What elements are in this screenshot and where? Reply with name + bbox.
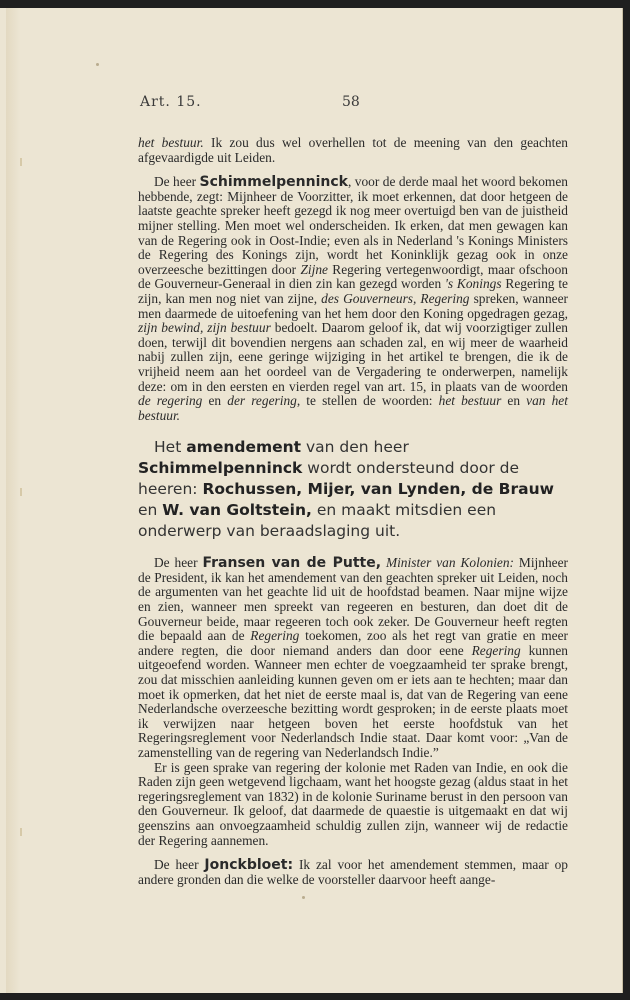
amendment-notice — [138, 437, 568, 542]
paragraph-schimmelpenninck — [138, 175, 568, 423]
text-run: , voor de derde maal het woord bekomen hebbende, zegt: Mijnheer de Voorzitter, ik moet erkennen, dat door hetgeen de laatste geachte spreker heeft gezegd ik nog meer overtuigd ben van de juistheid mijner stelling. Men moet wel onderscheiden. Ik erken, dat men gewagen kan van de Regering ook in Oost-Indie; even als in Nederland 's Konings Ministers de Regering des Konings zijn, wordt het Koninklijk gezag ook in onze overzeesche bezittingen door — [138, 174, 568, 277]
bold-text: W. van Goltstein, — [162, 501, 312, 520]
text-run: spreken, wanneer men daarmede de uitoefening van het hem door den Koning opgedragen gezag, — [138, 290, 568, 321]
paragraph — [138, 136, 568, 165]
text-run: , te stellen de woorden: — [296, 393, 439, 409]
text-run: toekomen, zoo als het regt van gratie en meer andere regten, die door niemand anders dan door eene — [138, 628, 569, 658]
paper-speck — [96, 63, 99, 66]
text-run: van den heer — [301, 438, 409, 457]
italic-text: Zijne — [300, 261, 328, 277]
text-run: De heer — [154, 174, 200, 190]
text-run: Ik zou dus wel overhellen tot de meening van den geachten afgevaardigde uit Leiden. — [138, 135, 568, 165]
gutter-mark — [20, 158, 22, 166]
book-page — [0, 8, 623, 993]
speaker-name: Schimmelpenninck — [199, 174, 348, 191]
text-run: Er is geen sprake van regering der kolonie met Raden van Indie, en ook die Raden zijn geen wetgevend ligchaam, want het hoogste gezag (aldus staat in het regeringsreglement van 1832) in de kolonie Suriname berust in den persoon van den Gouverneur. Ik geloof, dat daarmede de quaestie is uitgemaakt en dat wij geenszins aan onvoegzaamheid schuldig zullen zijn, wanneer wij de redactie der Regering aannemen. — [138, 759, 568, 848]
article-label: Art. 15. — [140, 94, 202, 110]
speaker-name: Jonckbloet: — [204, 857, 294, 874]
text-run: Mijnheer de President, ik kan het amendement van den geachten spreker uit Leiden, noch de argumenten van het geachte lid uit de hoofdstad beamen. Naar mijne wijze en zien, wanneer men spreekt van regeeren en besturen, dan doet dit de Gouverneur beide, maar regeeren toch ook zeker. De Gouverneur heeft regten die bepaald aan de — [138, 555, 569, 644]
gutter-mark — [20, 488, 22, 496]
gutter-mark — [20, 828, 22, 836]
text-run: en maakt mitsdien een onderwerp van beraadslaging uit. — [138, 501, 497, 541]
italic-text: de regering — [138, 393, 203, 409]
text-run: Het — [154, 438, 187, 457]
text-run: en — [501, 393, 527, 409]
text-run: kunnen uitgeoefend worden. Wanneer men echter de voegzaamheid ter sprake brengt, zou dat misschien aanleiding kunnen geven om er iets aan te hechten; maar dan moet ik opmerken, dat het niet de eerste maal is, dat van de Regering van eene Nederlandsche overzeesche bezitting wordt gesproken; in de eerste plaats moet ik verwijzen naar hetgeen boven het eerste hoofdstuk van het Regeringsreglement voor Nederlandsch Indie staat. Daar komt voor: „Van de zamenstelling van de regering van Nederlandsch Indie.” — [138, 642, 568, 760]
italic-text: het bestuur — [438, 393, 502, 409]
page-body — [138, 136, 568, 887]
italic-text: der regering — [227, 393, 297, 409]
text-run: Regering vertegenwoordigt, maar ofschoon de Gouverneur-Generaal in dien zin kan gezegd worden — [138, 261, 569, 292]
speaker-name: Fransen van de Putte, — [202, 555, 382, 572]
paper-speck — [302, 896, 305, 899]
page-gutter — [6, 8, 20, 993]
italic-text: zijn bewind, zijn bestuur — [138, 320, 271, 336]
text-run: Ik zal voor het amendement stemmen, maar op andere gronden dan die welke de voorsteller daarvoor heeft aange- — [138, 857, 568, 887]
text-run: en — [202, 393, 228, 409]
text-run: bedoelt. Daarom geloof ik, dat wij voorzigtiger zullen doen, terwijl dit bovendien nergens aan schaden zal, en wij meer de waarheid nabij zullen zijn, eene geringe wijziging in het artikel te brengen, die ik de vrijheid neem aan het oordeel van de Vergadering te onderwerpen, namelijk deze: om in den eersten en vierden regel van art. 15, in plaats van de woorden — [138, 320, 568, 394]
italic-text: Regering — [250, 628, 300, 644]
text-run: en — [138, 501, 163, 520]
bold-text: Schimmelpenninck — [138, 459, 303, 478]
text-run: wordt ondersteund door de heeren: — [138, 459, 520, 499]
paragraph-jonckbloet — [138, 858, 568, 887]
text-run: De heer — [154, 555, 203, 571]
text-run: De heer — [154, 857, 205, 873]
page-number: 58 — [342, 94, 360, 110]
text-run: Regering te zijn, kan men nog niet van zijne, — [138, 276, 568, 306]
bold-text: amendement — [186, 438, 302, 457]
paragraph-fransen-van-de-putte — [138, 556, 568, 760]
paragraph — [138, 761, 568, 849]
bold-text: Rochussen, Mijer, van Lynden, de Brauw — [202, 480, 554, 499]
italic-text: het bestuur. — [138, 135, 204, 150]
italic-text: van het bestuur. — [138, 393, 568, 423]
italic-text: Regering — [471, 642, 521, 658]
italic-text: des Gouverneurs, Regering — [321, 290, 470, 306]
italic-text: Minister van Kolonien: — [385, 555, 515, 571]
italic-text: 's Konings — [445, 276, 502, 292]
